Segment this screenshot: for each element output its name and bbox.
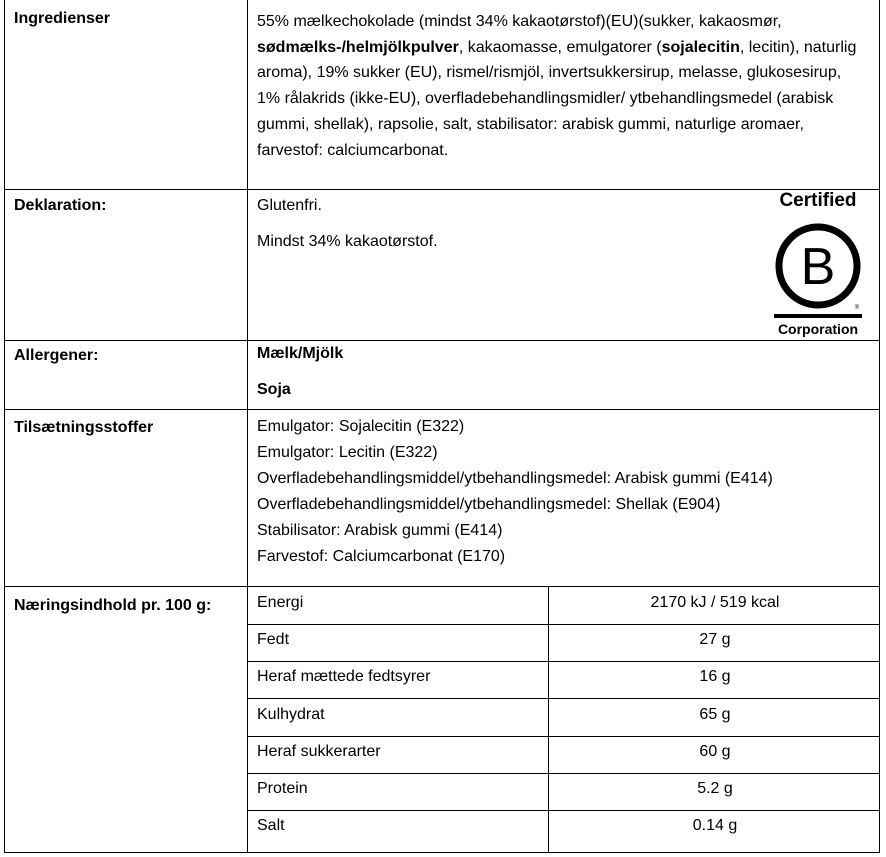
nutrition-value: 65 g: [699, 706, 731, 723]
right-border: [879, 0, 880, 853]
nutrition-row-divider: [248, 624, 880, 625]
additive-item: Emulgator: Sojalecitin (E322): [257, 418, 465, 435]
b-corp-logo: [770, 190, 866, 342]
row-divider: [4, 340, 880, 341]
nutrition-name: Heraf mættede fedtsyrer: [257, 668, 431, 685]
allergen-item: Mælk/Mjölk: [257, 345, 344, 362]
nutrition-row-divider: [248, 661, 880, 662]
nutrition-row-divider: [248, 698, 880, 699]
b-corp-letter: B: [800, 238, 836, 296]
row-divider: [4, 189, 880, 190]
nutrition-name: Energi: [257, 594, 304, 611]
nutrition-name: Fedt: [257, 631, 290, 648]
b-corp-certified-text: Certified: [779, 190, 857, 211]
nutrition-value: 0.14 g: [692, 817, 738, 834]
nutrition-row-divider: [248, 773, 880, 774]
declaration-label: Deklaration:: [14, 197, 107, 214]
ingredients-part: , kakaomasse, emulgatorer (: [458, 38, 662, 56]
nutrition-value: 5.2 g: [697, 780, 733, 797]
nutrition-row-divider: [248, 810, 880, 811]
bottom-border: [4, 852, 880, 853]
b-corp-corporation-text: Corporation: [777, 321, 859, 337]
nutrition-value: 60 g: [699, 743, 731, 760]
nutrition-name: Heraf sukkerarter: [257, 743, 381, 760]
nutrition-row-divider: [248, 736, 880, 737]
additive-item: Overfladebehandlingsmiddel/ytbehandlingsmedel: Shellak (E904): [257, 496, 721, 513]
ingredients-part: 55% mælkechokolade (mindst 34% kakaotørstof)(EU)(sukker, kakaosmør,: [257, 13, 782, 30]
ingredients-part: , lecitin), naturlig aroma), 19% sukker (EU), rismel/rismjöl, invertsukkersirup, melasse, glukosesirup, 1% rålakrids (ikke-EU), overfladebehandlingsmidler/ ytbehandlingsmedel (arabisk gummi, shellak), rapsolie, salt, stabilisator: arabisk gummi, naturlige aromaer, farvestof: calciumcarbonat.: [257, 38, 857, 159]
additive-item: Overfladebehandlingsmiddel/ytbehandlingsmedel: Arabisk gummi (E414): [257, 470, 773, 487]
column-divider: [247, 0, 248, 853]
nutrition-name: Salt: [257, 817, 285, 834]
row-divider: [4, 409, 880, 410]
ingredients-text: [257, 9, 857, 163]
additive-item: Emulgator: Lecitin (E322): [257, 444, 438, 461]
registered-mark: ®: [854, 305, 860, 311]
b-corp-circle-icon: [770, 212, 866, 320]
additives-label: Tilsætningsstoffer: [14, 419, 154, 436]
ingredients-allergen-soy: sojalecitin: [661, 38, 740, 56]
nutrition-label: Næringsindhold pr. 100 g:: [14, 597, 212, 614]
nutrition-name: Kulhydrat: [257, 706, 325, 723]
nutrition-value: 16 g: [699, 668, 731, 685]
declaration-line: Mindst 34% kakaotørstof.: [257, 233, 438, 250]
additive-item: Farvestof: Calciumcarbonat (E170): [257, 548, 506, 565]
row-divider: [4, 586, 880, 587]
nutrition-value: 2170 kJ / 519 kcal: [650, 594, 780, 611]
additive-item: Stabilisator: Arabisk gummi (E414): [257, 522, 503, 539]
nutrition-column-divider: [548, 586, 549, 853]
allergen-item: Soja: [257, 381, 291, 398]
declaration-line: Glutenfri.: [257, 197, 322, 214]
nutrition-value: 27 g: [699, 631, 731, 648]
nutrition-name: Protein: [257, 780, 308, 797]
ingredients-label: Ingredienser: [14, 10, 111, 27]
ingredients-allergen-milk: sødmælks-/helmjölkpulver: [257, 38, 459, 56]
left-border: [4, 0, 5, 853]
allergens-label: Allergener:: [14, 347, 99, 364]
